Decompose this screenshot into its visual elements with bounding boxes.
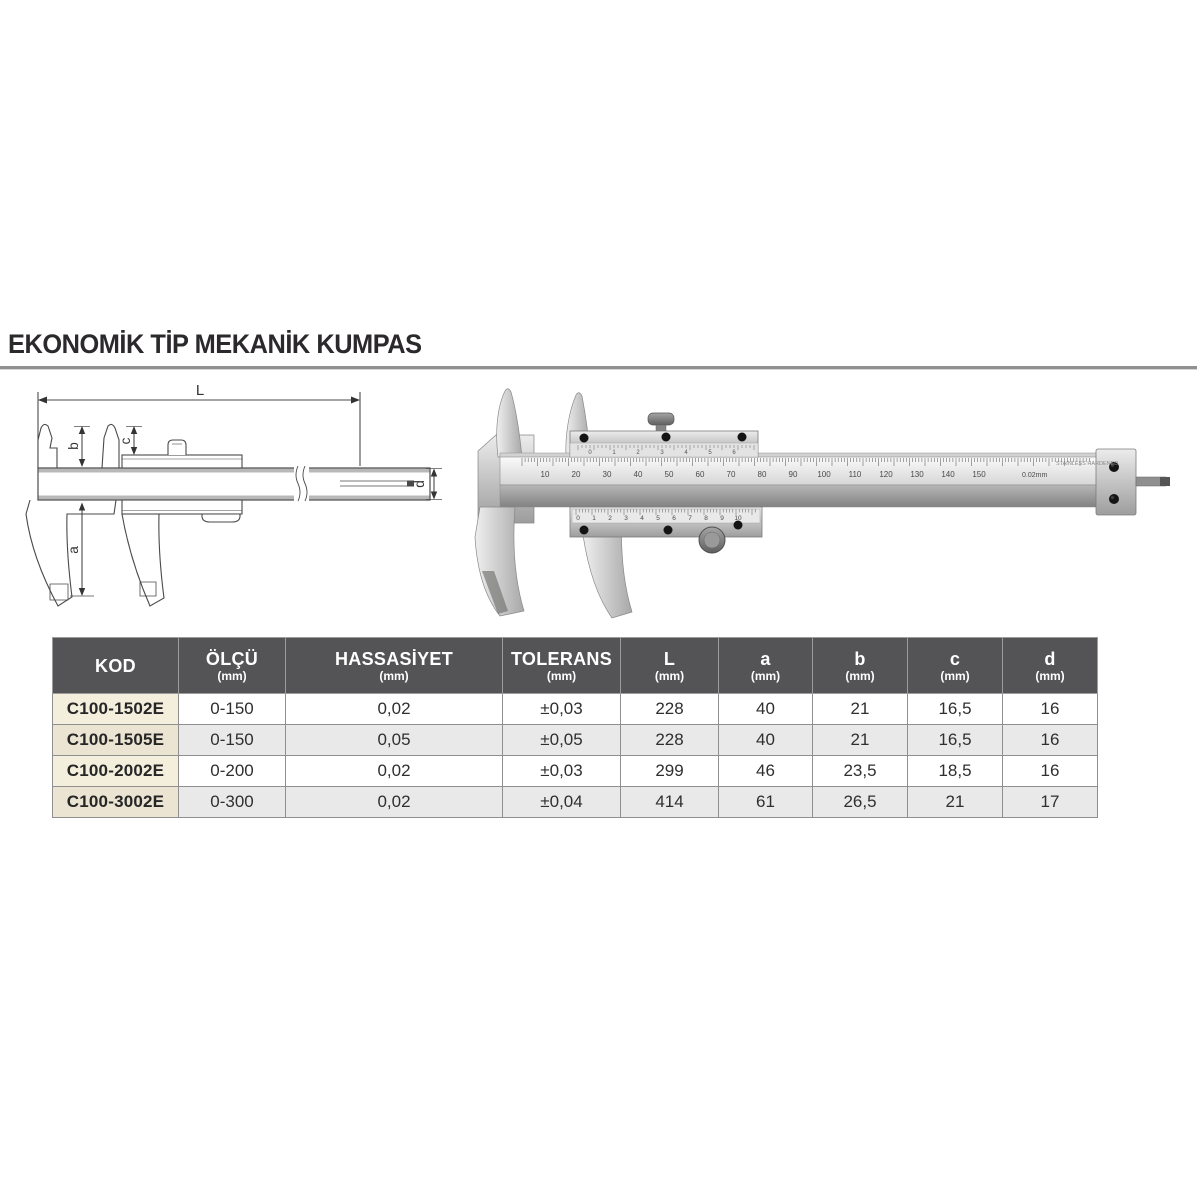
cell-olcu: 0-150 <box>179 725 286 756</box>
dim-label-L: L <box>195 382 205 399</box>
dim-label-d: d <box>412 480 427 488</box>
caliper-body <box>475 389 1170 618</box>
col-label: L <box>663 648 676 669</box>
col-header-L <box>621 638 719 694</box>
scale-number: 3 <box>624 515 628 522</box>
slider-screw <box>738 433 747 442</box>
col-header-c <box>908 638 1003 694</box>
cell-kod: C100-1505E <box>53 725 179 756</box>
scale-number: 140 <box>941 470 955 479</box>
col-label: ÖLÇÜ <box>205 648 259 669</box>
lock-screw-knob <box>648 413 674 425</box>
page-title: EKONOMİK TİP MEKANİK KUMPAS <box>8 329 422 359</box>
col-header-tolerans <box>503 638 621 694</box>
scale-number: 2 <box>608 515 612 522</box>
table-row <box>53 694 1098 725</box>
depth-rod-tip <box>1160 477 1170 486</box>
cell-b: 21 <box>813 694 908 725</box>
col-unit: (mm) <box>845 668 875 683</box>
cell-a: 46 <box>719 756 813 787</box>
scale-number: 50 <box>664 470 674 479</box>
header-row <box>53 638 1098 694</box>
cell-tolerans: ±0,03 <box>503 694 621 725</box>
scale-number: 1 <box>592 515 596 522</box>
scale-number: 4 <box>684 450 688 456</box>
scale-number: 120 <box>879 470 893 479</box>
scale-number: 30 <box>602 470 612 479</box>
cell-b: 23,5 <box>813 756 908 787</box>
beam-lower-bevel <box>500 485 1112 507</box>
col-label: c <box>949 648 961 669</box>
slider-screw <box>662 433 671 442</box>
caliper-technical-drawing <box>10 380 450 625</box>
scale-number: 10 <box>540 470 550 479</box>
cell-c: 18,5 <box>908 756 1003 787</box>
col-header-d <box>1003 638 1098 694</box>
col-label: HASSASİYET <box>334 648 454 669</box>
col-label: a <box>760 648 771 669</box>
scale-number: 80 <box>757 470 767 479</box>
cell-L: 299 <box>621 756 719 787</box>
col-unit: (mm) <box>379 668 409 683</box>
scale-resolution-label: 0.02mm <box>1022 472 1048 479</box>
col-unit: (mm) <box>546 668 577 683</box>
col-header-olcu <box>179 638 286 694</box>
cell-a: 40 <box>719 694 813 725</box>
col-unit: (mm) <box>750 668 781 683</box>
cell-L: 228 <box>621 694 719 725</box>
scale-number: 130 <box>910 470 924 479</box>
scale-number: 0 <box>588 450 592 456</box>
cell-d: 16 <box>1003 694 1098 725</box>
scale-number: 2 <box>636 450 640 456</box>
col-unit: (mm) <box>217 668 247 683</box>
lock-screw-stem <box>656 425 666 431</box>
col-unit: (mm) <box>940 668 970 683</box>
upper-fixed-jaw <box>497 389 522 457</box>
cell-L: 414 <box>621 787 719 818</box>
table-row <box>53 787 1098 818</box>
table-row <box>53 756 1098 787</box>
scale-number: 7 <box>688 515 692 522</box>
scale-number: 110 <box>848 470 862 479</box>
col-label: d <box>1044 648 1056 669</box>
scale-number: 60 <box>695 470 705 479</box>
cell-b: 26,5 <box>813 787 908 818</box>
scale-number: 3 <box>660 450 664 456</box>
col-header-hassasiyet <box>286 638 503 694</box>
scale-number: 6 <box>732 450 736 456</box>
col-header-a <box>719 638 813 694</box>
scale-number: 0 <box>576 515 580 522</box>
spec-table <box>52 637 1098 818</box>
col-header-b <box>813 638 908 694</box>
cell-olcu: 0-200 <box>179 756 286 787</box>
beam-ruler-face <box>500 457 1112 485</box>
cell-d: 16 <box>1003 725 1098 756</box>
cell-L: 228 <box>621 725 719 756</box>
cell-d: 17 <box>1003 787 1098 818</box>
main-scale-numbers <box>541 470 987 479</box>
scale-number: 8 <box>704 515 708 522</box>
screw-highlight <box>1111 496 1114 499</box>
drawing-lines <box>26 392 442 606</box>
scale-number: 90 <box>788 470 798 479</box>
cell-tolerans: ±0,05 <box>503 725 621 756</box>
caliper-photo <box>470 385 1180 620</box>
cell-kod: C100-1502E <box>53 694 179 725</box>
dim-label-a: a <box>66 546 81 554</box>
slider-screw <box>664 526 673 535</box>
cell-b: 21 <box>813 725 908 756</box>
scale-number: 40 <box>633 470 643 479</box>
cell-kod: C100-2002E <box>53 756 179 787</box>
thumb-wheel-center <box>704 532 720 548</box>
scale-number: 4 <box>640 515 644 522</box>
cell-a: 61 <box>719 787 813 818</box>
cell-a: 40 <box>719 725 813 756</box>
scale-number: 150 <box>972 470 986 479</box>
engraving-text: STAINLESS HARDENED <box>1056 461 1119 467</box>
col-header-kod <box>53 638 179 694</box>
cell-c: 16,5 <box>908 694 1003 725</box>
cell-d: 16 <box>1003 756 1098 787</box>
cell-kod: C100-3002E <box>53 787 179 818</box>
cell-olcu: 0-300 <box>179 787 286 818</box>
col-label: KOD <box>95 655 136 676</box>
scale-number: 5 <box>656 515 660 522</box>
cell-hassasiyet: 0,02 <box>286 694 503 725</box>
beam-end-cap <box>1096 449 1136 515</box>
col-unit: (mm) <box>1035 668 1065 683</box>
scale-number: 6 <box>672 515 676 522</box>
cell-c: 16,5 <box>908 725 1003 756</box>
scale-number: 5 <box>708 450 712 456</box>
dim-label-b: b <box>66 442 81 450</box>
scale-number: 70 <box>726 470 736 479</box>
scale-number: 20 <box>571 470 581 479</box>
cell-olcu: 0-150 <box>179 694 286 725</box>
scale-number: 1 <box>612 450 616 456</box>
slider-screw <box>580 526 589 535</box>
end-screw <box>1109 494 1119 504</box>
cell-c: 21 <box>908 787 1003 818</box>
dim-label-c: c <box>118 437 133 445</box>
scale-number: 10 <box>734 515 742 522</box>
cell-hassasiyet: 0,05 <box>286 725 503 756</box>
col-label: b <box>854 648 866 669</box>
slider-screw <box>580 434 589 443</box>
col-label: TOLERANS <box>510 648 613 669</box>
cell-tolerans: ±0,04 <box>503 787 621 818</box>
scale-number: 100 <box>817 470 831 479</box>
cell-tolerans: ±0,03 <box>503 756 621 787</box>
col-unit: (mm) <box>654 668 685 683</box>
table-row <box>53 725 1098 756</box>
cell-hassasiyet: 0,02 <box>286 787 503 818</box>
scale-number: 9 <box>720 515 724 522</box>
cell-hassasiyet: 0,02 <box>286 756 503 787</box>
title-divider <box>0 366 1197 369</box>
vernier-scale-strip <box>572 509 760 523</box>
